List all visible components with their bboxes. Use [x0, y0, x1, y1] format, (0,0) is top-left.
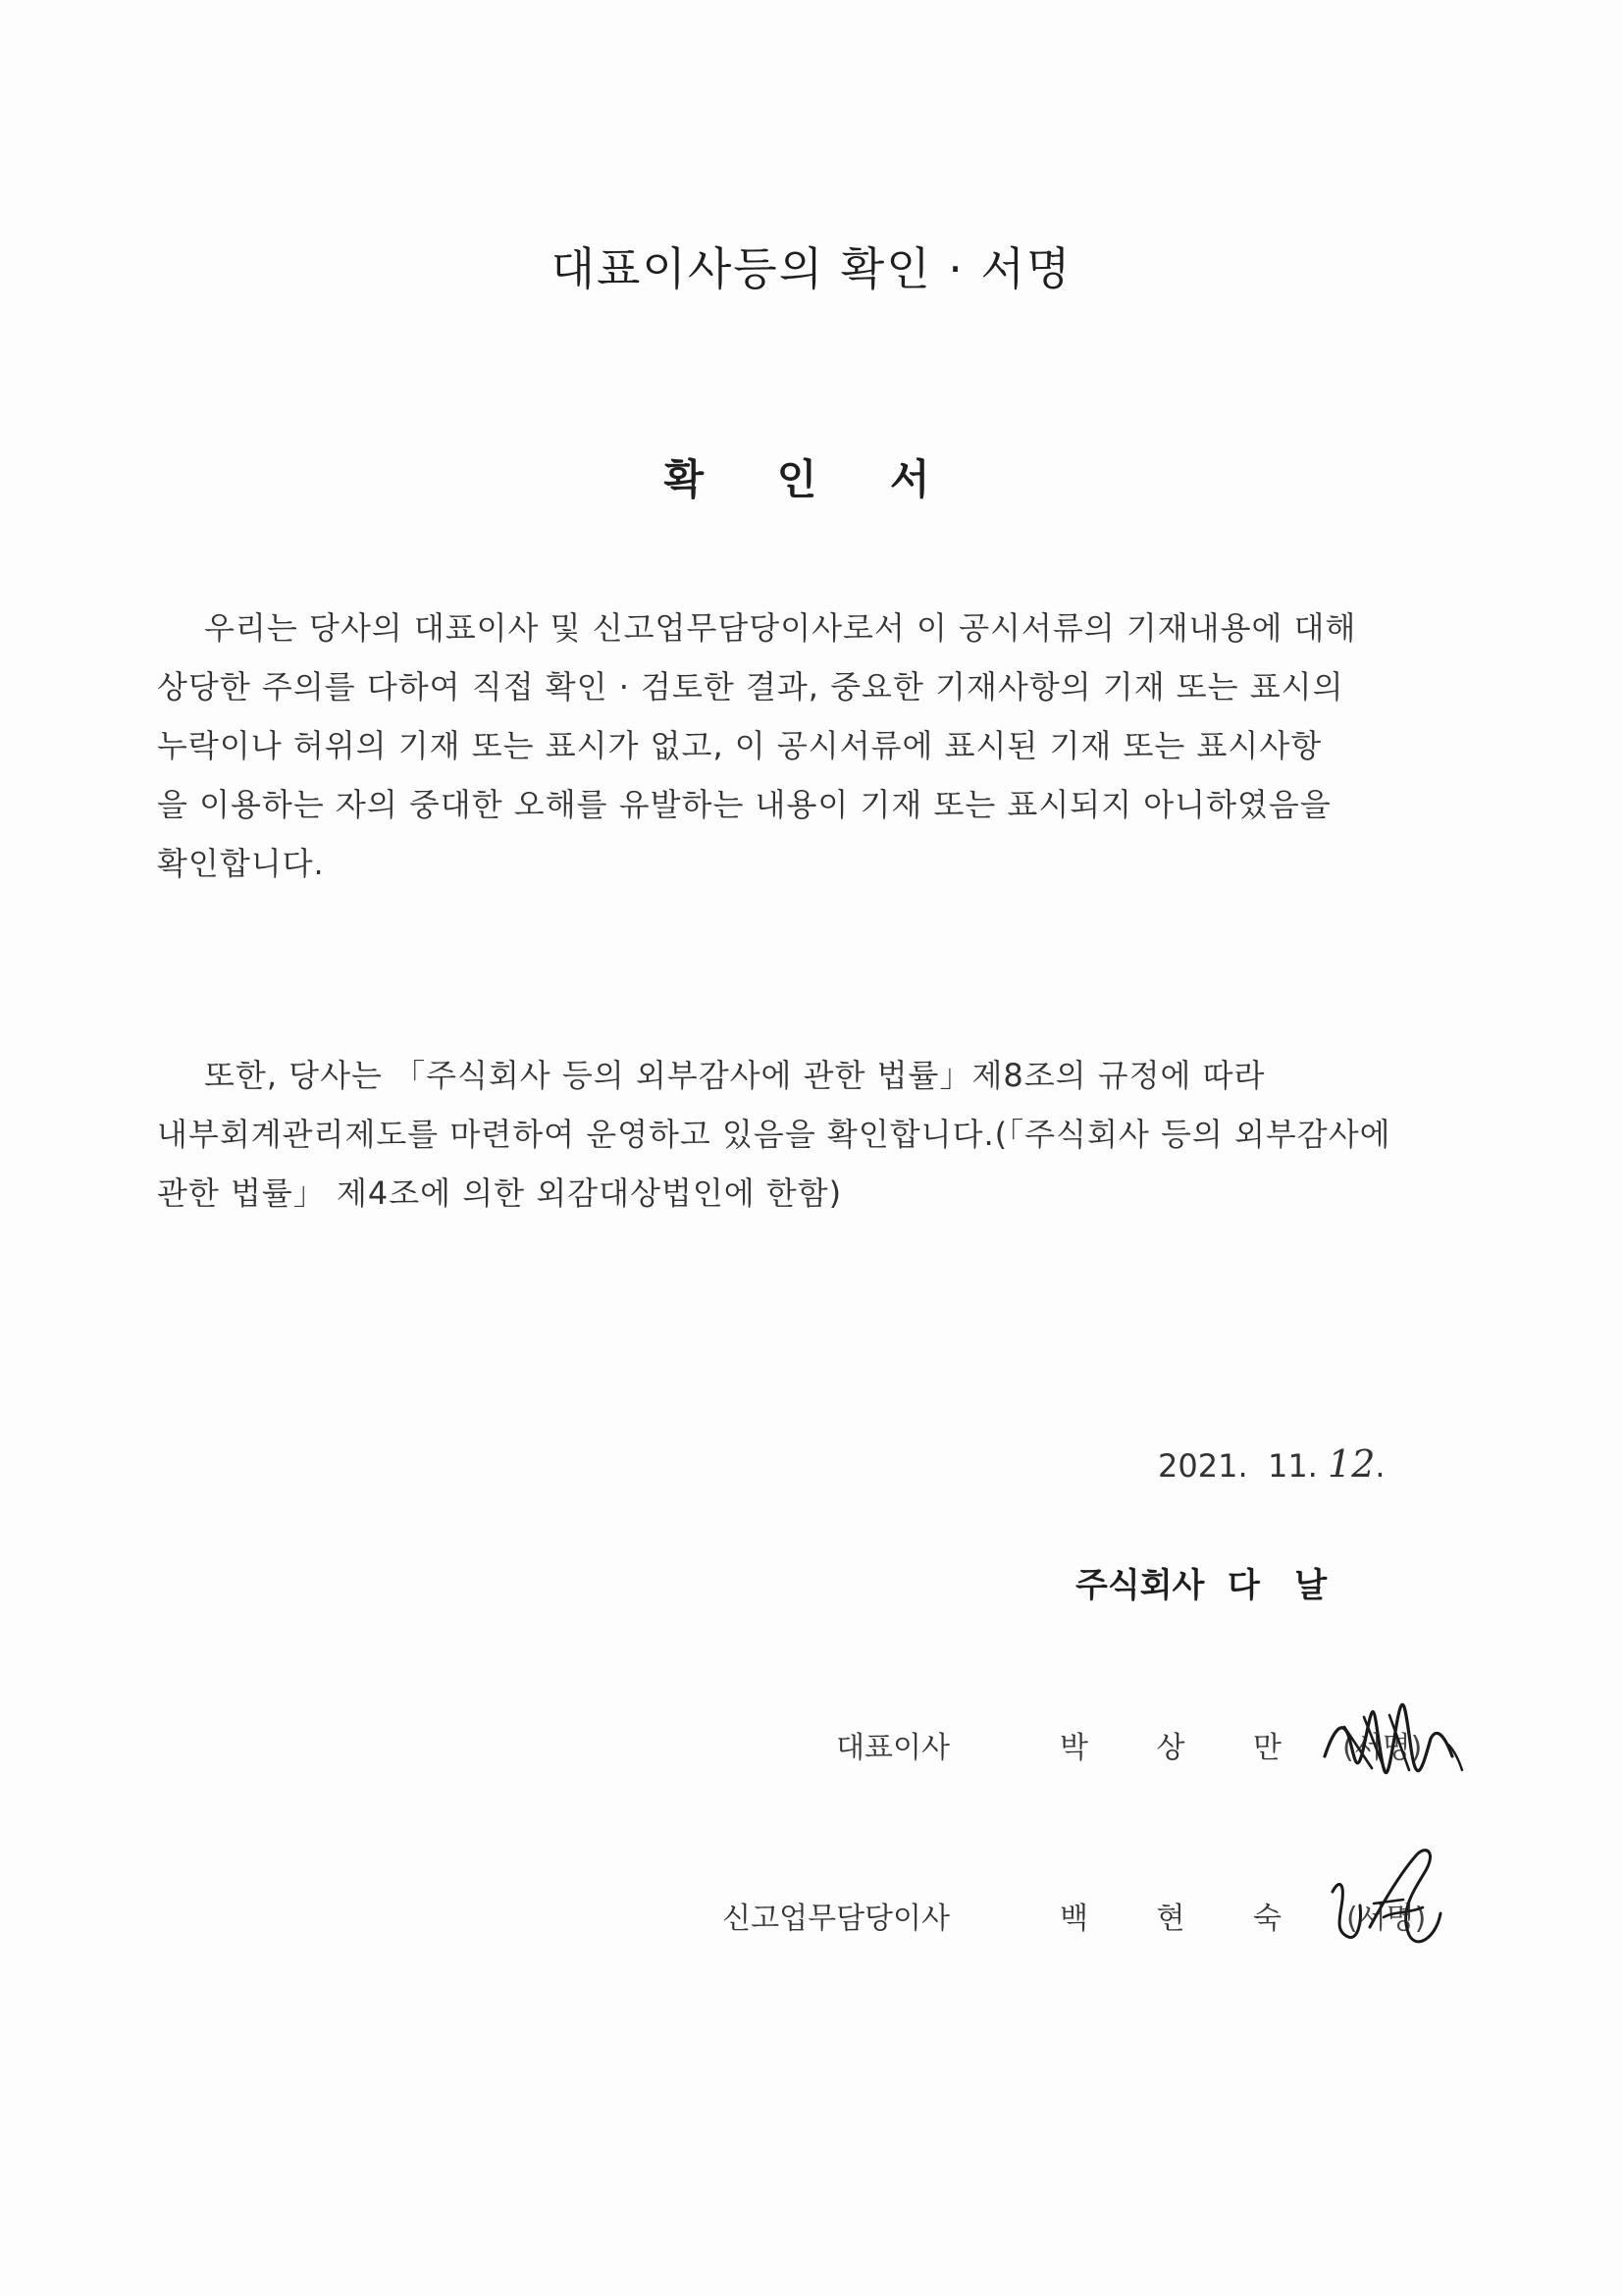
signatory-name-disclosure-director: 백 현 숙 — [1060, 1902, 1312, 1936]
handwritten-signature — [1315, 1843, 1472, 1960]
paragraph-line: 누락이나 허위의 기재 또는 표시가 없고, 이 공시서류에 표시된 기재 또는 표시사항 — [157, 727, 1323, 764]
date-handwritten-day: 12 — [1328, 1442, 1376, 1486]
date-suffix: . — [1375, 1447, 1386, 1485]
paragraph-line: 또한, 당사는 「주식회사 등의 외부감사에 관한 법률」제8조의 규정에 따라 — [204, 1057, 1266, 1094]
paragraph-line: 확인합니다. — [157, 845, 325, 882]
paragraph-line: 을 이용하는 자의 중대한 오해를 유발하는 내용이 기재 또는 표시되지 아니하였음을 — [157, 786, 1332, 823]
document-date — [1158, 1442, 1386, 1486]
signature-mark-label: (서명) — [1346, 1902, 1427, 1936]
paragraph-line: 관한 법률」 제4조에 의한 외감대상법인에 한함) — [157, 1174, 843, 1212]
signatory-role-label: 대표이사 — [836, 1731, 950, 1765]
paragraph-line: 상당한 주의를 다하여 직접 확인 · 검토한 결과, 중요한 기재사항의 기재 또는 표시의 — [157, 668, 1344, 705]
signatory-role-label: 신고업무담당이사 — [722, 1902, 950, 1936]
signature-mark-label: (서명) — [1342, 1731, 1423, 1765]
document-subtitle: 확 인 서 — [663, 455, 960, 503]
paragraph-line: 내부회계관리제도를 마련하여 운영하고 있음을 확인합니다.(「주식회사 등의 외부감사에 — [157, 1116, 1391, 1153]
date-printed: 2021. 11. — [1158, 1447, 1329, 1485]
company-name: 주식회사 다 날 — [1075, 1566, 1328, 1605]
document-title: 대표이사등의 확인 · 서명 — [550, 242, 1073, 295]
signatory-name-ceo: 박 상 만 — [1060, 1731, 1312, 1765]
handwritten-signature — [1315, 1688, 1472, 1796]
internal-control-paragraph — [157, 1046, 1511, 1223]
paragraph-line: 우리는 당사의 대표이사 및 신고업무담당이사로서 이 공시서류의 기재내용에 대해 — [204, 609, 1357, 647]
confirmation-paragraph — [157, 599, 1511, 893]
